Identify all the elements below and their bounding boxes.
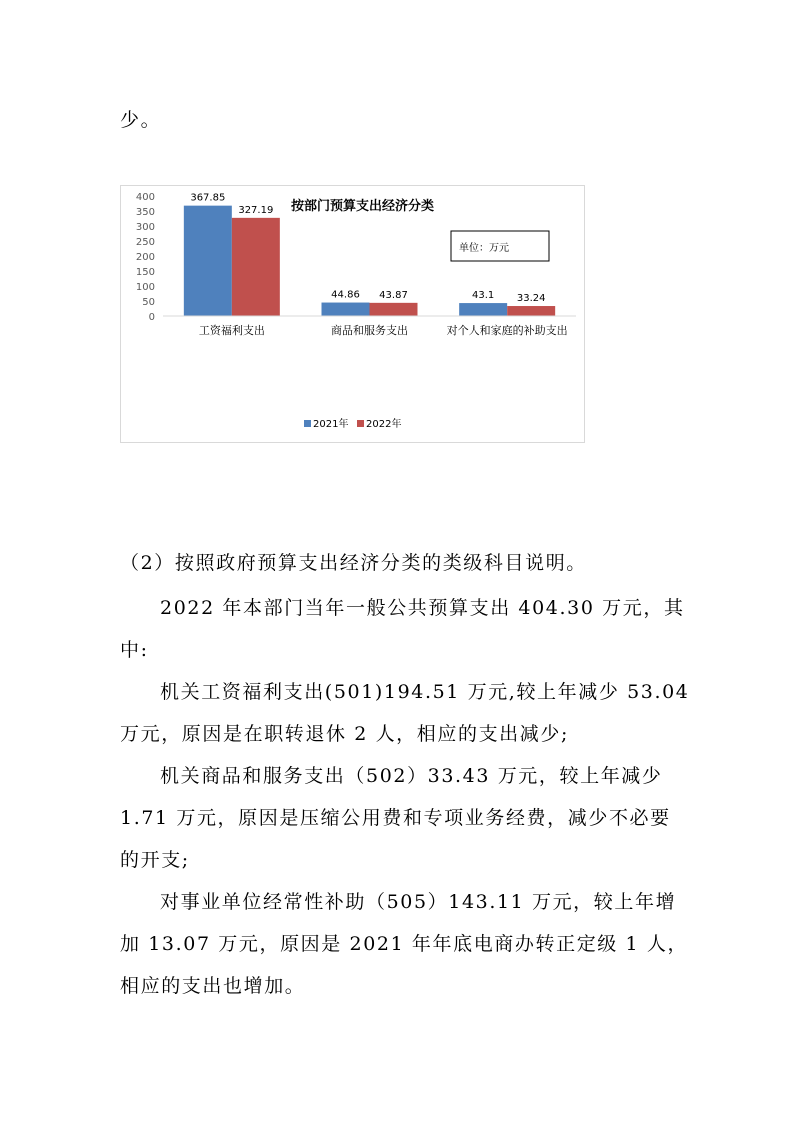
legend-label: 2022年 [366,419,402,430]
y-tick-label: 400 [135,192,155,203]
paragraph-2-line-2: 中: [120,639,149,661]
x-tick-label: 对个人和家庭的补助支出 [446,324,568,337]
paragraph-4-line-2: 1.71 万元，原因是压缩公用费和专项业务经费，减少不必要 [120,807,671,829]
bar-data-label: 367.85 [190,192,226,204]
x-tick-label: 工资福利支出 [198,324,265,337]
bar-data-label: 44.86 [331,289,360,301]
legend-swatch [357,420,364,427]
legend-label: 2021年 [313,419,349,430]
bar-series-1 [459,303,507,316]
bar-data-label: 33.24 [516,293,546,305]
x-tick-label: 商品和服务支出 [331,324,408,337]
paragraph-1: （2）按照政府预算支出经济分类的类级科目说明。 [120,552,587,574]
y-tick-label: 300 [135,222,155,233]
y-tick-label: 350 [135,207,155,218]
paragraph-3-line-2: 万元，原因是在职转退休 2 人，相应的支出减少; [120,723,569,745]
paragraph-5-line-3: 相应的支出也增加。 [120,975,306,997]
y-tick-label: 250 [135,237,155,248]
y-tick-label: 200 [135,252,155,263]
paragraph-4-line-1: 机关商品和服务支出（502）33.43 万元，较上年减少 [160,765,663,787]
bar-series-1 [184,206,232,316]
paragraph-5-line-2: 加 13.07 万元，原因是 2021 年年底电商办转正定级 1 人， [120,933,689,955]
bar-series-2 [370,303,418,316]
y-tick-label: 50 [142,297,155,308]
y-tick-label: 100 [135,282,155,293]
bar-data-label: 43.87 [379,289,408,301]
unit-note: 单位：万元 [459,243,509,254]
chart-legend [304,417,401,430]
paragraph-4-line-3: 的开支; [120,849,190,871]
lead-text: 少。 [120,109,162,131]
legend-swatch [304,420,311,427]
expenditure-bar-chart [120,185,585,443]
bar-data-label: 43.1 [472,290,495,302]
bar-series-2 [232,218,280,316]
bar-series-1 [322,303,370,316]
y-tick-label: 150 [135,267,155,278]
chart-title: 按部门预算支出经济分类 [291,199,435,214]
paragraph-3-line-1: 机关工资福利支出(501)194.51 万元,较上年减少 53.04 [160,681,690,703]
chart-canvas [121,186,584,442]
bar-series-2 [507,306,555,316]
bar-data-label: 327.19 [238,204,274,216]
y-tick-label: 0 [148,312,155,323]
paragraph-2-line-1: 2022 年本部门当年一般公共预算支出 404.30 万元，其 [160,597,685,619]
paragraph-5-line-1: 对事业单位经常性补助（505）143.11 万元，较上年增 [160,891,677,913]
